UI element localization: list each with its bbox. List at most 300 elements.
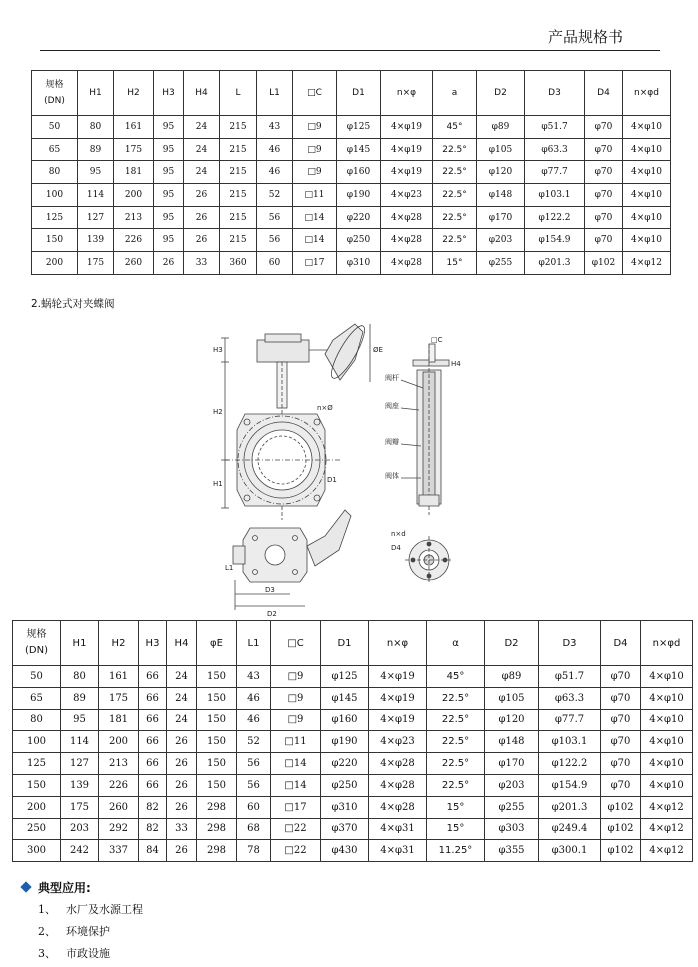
column-header: H4	[167, 621, 197, 666]
table-cell: φ70	[601, 709, 641, 731]
table-cell: 114	[61, 731, 99, 753]
table-cell: 89	[61, 687, 99, 709]
table-cell: 215	[220, 184, 257, 207]
table-cell: 298	[197, 796, 237, 818]
table-cell: φ70	[601, 666, 641, 688]
table-row	[13, 840, 693, 862]
application-text: 环境保护	[66, 925, 110, 938]
table-cell: □11	[293, 184, 337, 207]
table-cell: 82	[139, 796, 167, 818]
part-label: 阀体	[385, 472, 399, 480]
column-header: H2	[114, 71, 154, 116]
column-header: φE	[197, 621, 237, 666]
application-item	[38, 901, 143, 917]
column-header: n×φd	[641, 621, 693, 666]
table-cell: φ170	[477, 206, 525, 229]
table-cell: 150	[197, 687, 237, 709]
column-header: n×φ	[381, 71, 433, 116]
table-cell: 337	[99, 840, 139, 862]
table-cell: 4×φ10	[641, 753, 693, 775]
table-cell: □14	[293, 229, 337, 252]
column-header-line: (DN)	[25, 645, 48, 656]
table-cell: 15°	[427, 818, 485, 840]
table-cell: 46	[257, 138, 293, 161]
spec-table-1	[31, 70, 671, 275]
document-title: 产品规格书	[548, 28, 624, 46]
dim-label: H3	[213, 346, 223, 354]
application-text: 市政设施	[66, 947, 110, 960]
table-cell: 200	[13, 796, 61, 818]
column-header: H1	[78, 71, 114, 116]
table-cell: □9	[293, 138, 337, 161]
dim-label: H4	[451, 360, 461, 368]
table-cell: 4×φ10	[641, 709, 693, 731]
table-cell: 215	[220, 116, 257, 139]
table-cell: 46	[237, 687, 271, 709]
table-cell: 4×φ31	[369, 818, 427, 840]
dim-label: D1	[327, 476, 337, 484]
column-header-line: 规格	[26, 629, 47, 640]
table-row	[32, 184, 671, 207]
table-cell: 26	[167, 840, 197, 862]
table-cell: φ51.7	[525, 116, 585, 139]
table-cell: 161	[99, 666, 139, 688]
table-cell: 22.5°	[427, 687, 485, 709]
table-cell: 100	[13, 731, 61, 753]
table-cell: 66	[139, 709, 167, 731]
section-title: 2.蜗轮式对夹蝶阀	[31, 298, 115, 310]
table-cell: 26	[167, 731, 197, 753]
application-number: 2、	[38, 925, 56, 938]
dim-label: n×d	[391, 530, 406, 538]
table-cell: 181	[114, 161, 154, 184]
column-header: D1	[321, 621, 369, 666]
table-cell: 4×φ19	[381, 138, 433, 161]
table-cell: □17	[271, 796, 321, 818]
table-cell: φ70	[601, 774, 641, 796]
table-cell: 125	[32, 206, 78, 229]
table-row	[13, 818, 693, 840]
table-cell: 68	[237, 818, 271, 840]
table-cell: □14	[271, 753, 321, 775]
table-cell: φ103.1	[539, 731, 601, 753]
table-cell: 45°	[427, 666, 485, 688]
table-cell: 150	[197, 753, 237, 775]
table-cell: φ190	[337, 184, 381, 207]
applications-title: 典型应用:	[38, 881, 91, 895]
table-cell: φ70	[601, 687, 641, 709]
table-cell: 4×φ10	[641, 666, 693, 688]
table-cell: 22.5°	[433, 161, 477, 184]
table-cell: φ255	[485, 796, 539, 818]
table-cell: φ250	[337, 229, 381, 252]
table-cell: 200	[114, 184, 154, 207]
table-cell: φ122.2	[539, 753, 601, 775]
table-row	[32, 116, 671, 139]
table-cell: 4×φ10	[623, 116, 671, 139]
table-cell: φ154.9	[539, 774, 601, 796]
table-row	[32, 252, 671, 275]
table-cell: 4×φ19	[369, 709, 427, 731]
table-row	[32, 161, 671, 184]
diamond-bullet-icon	[20, 881, 31, 892]
table-cell: 360	[220, 252, 257, 275]
table-cell: 95	[154, 184, 184, 207]
table-cell: φ145	[337, 138, 381, 161]
table-cell: 4×φ28	[369, 753, 427, 775]
table-cell: 95	[154, 229, 184, 252]
table-cell: φ303	[485, 818, 539, 840]
table-cell: 139	[78, 229, 114, 252]
table-cell: 50	[32, 116, 78, 139]
table-cell: 4×φ19	[381, 161, 433, 184]
table-cell: φ70	[585, 116, 623, 139]
table-cell: 56	[237, 753, 271, 775]
table-cell: 300	[13, 840, 61, 862]
table-cell: 215	[220, 206, 257, 229]
table-cell: φ190	[321, 731, 369, 753]
table-cell: 150	[197, 774, 237, 796]
table-cell: 66	[139, 687, 167, 709]
table-cell: φ105	[477, 138, 525, 161]
table-cell: φ77.7	[539, 709, 601, 731]
table-cell: 33	[184, 252, 220, 275]
table-cell: 80	[13, 709, 61, 731]
table-cell: 95	[61, 709, 99, 731]
table-cell: 114	[78, 184, 114, 207]
table-cell: 4×φ10	[641, 731, 693, 753]
column-header: H3	[154, 71, 184, 116]
column-header: H2	[99, 621, 139, 666]
table-cell: 161	[114, 116, 154, 139]
table-cell: φ250	[321, 774, 369, 796]
table-cell: φ310	[337, 252, 381, 275]
table-cell: 242	[61, 840, 99, 862]
table-cell: □22	[271, 818, 321, 840]
table-cell: 260	[114, 252, 154, 275]
application-item	[38, 923, 110, 939]
table-cell: 22.5°	[433, 184, 477, 207]
table-cell: 95	[154, 206, 184, 229]
table-cell: φ77.7	[525, 161, 585, 184]
table-cell: 95	[154, 116, 184, 139]
table-cell: φ102	[601, 796, 641, 818]
table-cell: 84	[139, 840, 167, 862]
table-cell: □9	[293, 161, 337, 184]
table-cell: φ120	[485, 709, 539, 731]
table-row	[32, 229, 671, 252]
table-cell: 65	[13, 687, 61, 709]
table-cell: φ125	[337, 116, 381, 139]
table-cell: 175	[78, 252, 114, 275]
table-cell: 80	[78, 116, 114, 139]
dim-label: D3	[265, 586, 275, 594]
column-header: H3	[139, 621, 167, 666]
table-cell: φ70	[601, 753, 641, 775]
application-text: 水厂及水源工程	[66, 903, 143, 916]
table-cell: 26	[167, 753, 197, 775]
table-cell: 22.5°	[433, 206, 477, 229]
table-row	[13, 796, 693, 818]
part-label: 阀杆	[385, 374, 399, 382]
table-cell: 24	[167, 687, 197, 709]
table-cell: φ201.3	[525, 252, 585, 275]
table-cell: 4×φ28	[381, 252, 433, 275]
part-label: 阀瓣	[385, 438, 399, 446]
table-cell: 52	[257, 184, 293, 207]
table-cell: 65	[32, 138, 78, 161]
table-cell: 215	[220, 138, 257, 161]
table-row	[13, 731, 693, 753]
column-header: H4	[184, 71, 220, 116]
table-cell: φ170	[485, 753, 539, 775]
header-rule	[40, 50, 660, 51]
table-row	[13, 774, 693, 796]
applications-heading	[22, 879, 91, 896]
application-number: 3、	[38, 947, 56, 960]
table-cell: 60	[237, 796, 271, 818]
table-cell: 4×φ19	[369, 666, 427, 688]
table-cell: φ105	[485, 687, 539, 709]
table-cell: □22	[271, 840, 321, 862]
dim-label: L1	[225, 564, 234, 572]
table-cell: φ430	[321, 840, 369, 862]
table-cell: 4×φ10	[623, 138, 671, 161]
table-cell: 298	[197, 840, 237, 862]
table-cell: 4×φ28	[381, 206, 433, 229]
table-cell: 24	[184, 138, 220, 161]
table-cell: 45°	[433, 116, 477, 139]
table-cell: 150	[197, 731, 237, 753]
table-cell: 175	[99, 687, 139, 709]
table-cell: φ220	[321, 753, 369, 775]
table-cell: 95	[154, 138, 184, 161]
table-cell: 95	[78, 161, 114, 184]
table-cell: φ220	[337, 206, 381, 229]
table-cell: 215	[220, 229, 257, 252]
dim-label: n×Ø	[317, 404, 333, 412]
table-cell: 78	[237, 840, 271, 862]
table-cell: 4×φ10	[641, 774, 693, 796]
table-cell: 24	[167, 666, 197, 688]
column-header	[32, 71, 78, 116]
column-header-line: 规格	[45, 80, 64, 90]
dim-label: D2	[267, 610, 277, 618]
table-cell: 4×φ23	[381, 184, 433, 207]
gearbox	[257, 340, 309, 362]
column-header: L	[220, 71, 257, 116]
table-cell: 4×φ28	[369, 796, 427, 818]
table-cell: 15°	[433, 252, 477, 275]
table-cell: 26	[184, 206, 220, 229]
table-cell: φ300.1	[539, 840, 601, 862]
table-cell: 150	[197, 666, 237, 688]
dim-label: ØE	[373, 346, 383, 354]
table-cell: 4×φ10	[623, 206, 671, 229]
table-cell: 43	[237, 666, 271, 688]
column-header	[13, 621, 61, 666]
table-cell: 4×φ12	[641, 818, 693, 840]
column-header: D3	[539, 621, 601, 666]
column-header: D3	[525, 71, 585, 116]
table-cell: 200	[99, 731, 139, 753]
table-cell: 203	[61, 818, 99, 840]
table-cell: 226	[99, 774, 139, 796]
table-cell: 66	[139, 666, 167, 688]
table-row	[13, 709, 693, 731]
table-cell: φ103.1	[525, 184, 585, 207]
table-cell: 175	[61, 796, 99, 818]
table-cell: 4×φ10	[623, 229, 671, 252]
table-cell: φ51.7	[539, 666, 601, 688]
table-cell: 95	[154, 161, 184, 184]
table-cell: φ70	[585, 184, 623, 207]
table-cell: 22.5°	[427, 753, 485, 775]
table-cell: 4×φ31	[369, 840, 427, 862]
column-header: n×φd	[623, 71, 671, 116]
table-cell: 66	[139, 731, 167, 753]
table-cell: 56	[237, 774, 271, 796]
table-cell: 24	[167, 709, 197, 731]
table-cell: 22.5°	[427, 709, 485, 731]
spec-table-2	[12, 620, 693, 862]
table-cell: φ310	[321, 796, 369, 818]
table-cell: □14	[293, 206, 337, 229]
table-cell: φ148	[477, 184, 525, 207]
table-cell: φ203	[477, 229, 525, 252]
table-cell: □11	[271, 731, 321, 753]
dim-label: H1	[213, 480, 223, 488]
table-cell: 4×φ10	[641, 687, 693, 709]
table-cell: 127	[61, 753, 99, 775]
table-cell: φ70	[585, 138, 623, 161]
table-cell: φ145	[321, 687, 369, 709]
column-header: n×φ	[369, 621, 427, 666]
table-cell: φ249.4	[539, 818, 601, 840]
table-cell: 43	[257, 116, 293, 139]
table-cell: □9	[271, 666, 321, 688]
table-row	[32, 206, 671, 229]
column-header: D4	[585, 71, 623, 116]
table-header-row	[32, 71, 671, 116]
table-cell: 22.5°	[433, 138, 477, 161]
column-header: L1	[257, 71, 293, 116]
table-cell: □17	[293, 252, 337, 275]
table-cell: 22.5°	[427, 774, 485, 796]
table-cell: □9	[293, 116, 337, 139]
table-cell: 4×φ23	[369, 731, 427, 753]
table-cell: φ70	[601, 731, 641, 753]
table-cell: 150	[197, 709, 237, 731]
table-cell: 56	[257, 206, 293, 229]
table-cell: 22.5°	[427, 731, 485, 753]
table-cell: φ70	[585, 161, 623, 184]
table-cell: 24	[184, 161, 220, 184]
table-cell: 4×φ12	[623, 252, 671, 275]
table-cell: 4×φ19	[369, 687, 427, 709]
table-cell: 26	[184, 184, 220, 207]
table-cell: 46	[237, 709, 271, 731]
table-cell: 50	[13, 666, 61, 688]
column-header-line: (DN)	[44, 96, 65, 106]
table-cell: 80	[61, 666, 99, 688]
table-cell: 26	[154, 252, 184, 275]
table-cell: φ102	[585, 252, 623, 275]
table-cell: 15°	[427, 796, 485, 818]
table-cell: □9	[271, 709, 321, 731]
table-cell: φ255	[477, 252, 525, 275]
dim-label: □C	[431, 336, 443, 344]
table-cell: 26	[184, 229, 220, 252]
table-cell: 150	[13, 774, 61, 796]
dim-label: D4	[391, 544, 401, 552]
table-cell: 250	[13, 818, 61, 840]
column-header: □C	[293, 71, 337, 116]
column-header: D2	[485, 621, 539, 666]
table-cell: φ160	[337, 161, 381, 184]
table-cell: φ70	[585, 206, 623, 229]
table-cell: 4×φ10	[623, 184, 671, 207]
table-cell: φ203	[485, 774, 539, 796]
table-cell: φ355	[485, 840, 539, 862]
table-cell: 4×φ12	[641, 796, 693, 818]
table-cell: φ63.3	[539, 687, 601, 709]
table-cell: 150	[32, 229, 78, 252]
table-cell: 100	[32, 184, 78, 207]
table-cell: 82	[139, 818, 167, 840]
table-cell: φ154.9	[525, 229, 585, 252]
part-label: 阀座	[385, 402, 399, 410]
table-row	[13, 687, 693, 709]
application-number: 1、	[38, 903, 56, 916]
table-cell: 213	[114, 206, 154, 229]
application-item	[38, 945, 110, 961]
table-cell: φ125	[321, 666, 369, 688]
column-header: H1	[61, 621, 99, 666]
table-cell: 4×φ12	[641, 840, 693, 862]
table-cell: 52	[237, 731, 271, 753]
table-cell: φ122.2	[525, 206, 585, 229]
table-cell: 46	[257, 161, 293, 184]
table-cell: 56	[257, 229, 293, 252]
column-header: L1	[237, 621, 271, 666]
table-cell: 80	[32, 161, 78, 184]
table-cell: 60	[257, 252, 293, 275]
table-cell: φ120	[477, 161, 525, 184]
table-cell: φ70	[585, 229, 623, 252]
table-cell: 89	[78, 138, 114, 161]
table-cell: □9	[271, 687, 321, 709]
table-cell: 4×φ19	[381, 116, 433, 139]
table-cell: φ148	[485, 731, 539, 753]
table-cell: 181	[99, 709, 139, 731]
column-header: a	[433, 71, 477, 116]
table-cell: 26	[167, 774, 197, 796]
table-cell: 33	[167, 818, 197, 840]
table-cell: 66	[139, 753, 167, 775]
table-cell: □14	[271, 774, 321, 796]
table-cell: φ102	[601, 840, 641, 862]
table-cell: φ201.3	[539, 796, 601, 818]
table-row	[13, 666, 693, 688]
table-cell: φ63.3	[525, 138, 585, 161]
table-cell: 260	[99, 796, 139, 818]
table-cell: φ102	[601, 818, 641, 840]
column-header: α	[427, 621, 485, 666]
table-cell: φ89	[477, 116, 525, 139]
table-cell: 298	[197, 818, 237, 840]
table-cell: 226	[114, 229, 154, 252]
